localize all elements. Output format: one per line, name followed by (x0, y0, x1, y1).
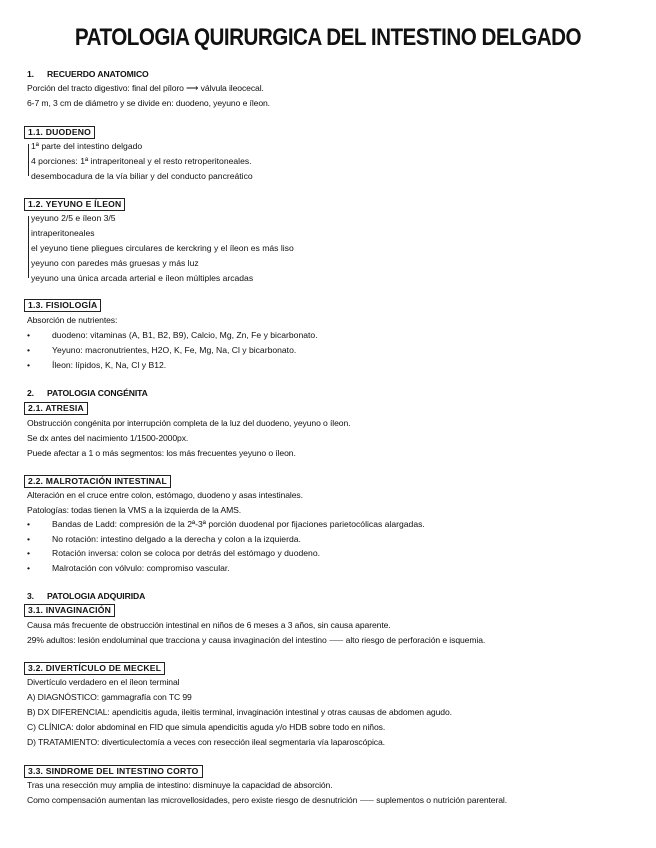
malrotacion-line: Alteración en el cruce entre colon, estómago, duodeno y asas intestinales. (27, 490, 303, 500)
page-title: PATOLOGIA QUIRURGICA DEL INTESTINO DELGADO (74, 24, 582, 51)
malrotacion-bullet: Rotación inversa: colon se coloca por detrás del estómago y duodeno. (52, 548, 321, 558)
bullet-marker: • (27, 519, 31, 529)
section-3-number: 3. (27, 591, 34, 601)
atresia-line: Obstrucción congénita por interrupción completa de la luz del duodeno, yeyuno o íleon. (27, 418, 351, 428)
atresia-line: Puede afectar a 1 o más segmentos: los más frecuentes yeyuno o íleon. (27, 448, 296, 458)
meckel-line: C) CLÍNICA: dolor abdominal en FID que simula apendicitis aguda y/o HDB sobre todo en niños. (27, 722, 386, 732)
bullet-marker: • (27, 548, 31, 558)
meckel-line: B) DX DIFERENCIAL: apendicitis aguda, ileitis terminal, invaginación intestinal y otras causas de abdomen agudo. (27, 707, 452, 717)
fisiologia-bullet: Íleon: lípidos, K, Na, Cl y B12. (52, 360, 167, 370)
duodeno-item: desembocadura de la vía biliar y del conducto pancreático (31, 171, 253, 181)
intestino-corto-line: Tras una resección muy amplia de intestino: disminuye la capacidad de absorción. (27, 780, 333, 790)
duodeno-item: 4 porciones: 1ª intraperitoneal y el resto retroperitoneales. (31, 156, 252, 166)
section-2-heading (27, 388, 148, 399)
subsection-invaginacion-label: 3.1. INVAGINACIÓN (24, 604, 115, 617)
bullet-marker: • (27, 330, 31, 340)
bullet-marker: • (27, 534, 31, 544)
section-1-line: 6-7 m, 3 cm de diámetro y se divide en: duodeno, yeyuno e íleon. (27, 98, 270, 108)
yeyuno-item: yeyuno con paredes más gruesas y más luz (31, 258, 199, 268)
fisiologia-intro: Absorción de nutrientes: (27, 315, 118, 325)
section-1-title: RECUERDO ANATOMICO (47, 69, 149, 79)
section-3-title: PATOLOGIA ADQUIRIDA (47, 591, 146, 601)
section-1-number: 1. (27, 69, 34, 79)
subsection-malrotacion-label: 2.2. MALROTACIÓN INTESTINAL (24, 475, 171, 488)
malrotacion-line: Patologías: todas tienen la VMS a la izquierda de la AMS. (27, 505, 242, 515)
malrotacion-bullet: Malrotación con vólvulo: compromiso vascular. (52, 563, 230, 573)
intestino-corto-line: Como compensación aumentan las microvellosidades, pero existe riesgo de desnutrición ⸺ suplementos o nutrición parenteral. (27, 795, 508, 805)
subsection-intestino-corto-label: 3.3. SINDROME DEL INTESTINO CORTO (24, 765, 203, 778)
bullet-marker: • (27, 563, 31, 573)
duodeno-item: 1ª parte del intestino delgado (31, 141, 143, 151)
section-1-heading (27, 69, 149, 80)
invaginacion-line: Causa más frecuente de obstrucción intestinal en niños de 6 meses a 3 años, sin causa aparente. (27, 620, 391, 630)
section-1-line: Porción del tracto digestivo: final del píloro ⟶ válvula ileocecal. (27, 83, 264, 93)
meckel-line: Divertículo verdadero en el íleon terminal (27, 677, 180, 687)
section-2-title: PATOLOGIA CONGÉNITA (47, 388, 148, 398)
fisiologia-bullet: duodeno: vitaminas (A, B1, B2, B9), Calcio, Mg, Zn, Fe y bicarbonato. (52, 330, 318, 340)
yeyuno-item: el yeyuno tiene pliegues circulares de kerckring y el íleon es más liso (31, 243, 294, 253)
subsection-meckel-label: 3.2. DIVERTÍCULO DE MECKEL (24, 662, 165, 675)
section-3-heading (27, 591, 145, 602)
yeyuno-item: yeyuno una única arcada arterial e íleon múltiples arcadas (31, 273, 254, 283)
invaginacion-line: 29% adultos: lesión endoluminal que tracciona y causa invaginación del intestino ⸺ alto riesgo de perforación e isquemia. (27, 635, 486, 645)
yeyuno-item: yeyuno 2/5 e íleon 3/5 (31, 213, 116, 223)
subsection-fisiologia-label: 1.3. FISIOLOGÍA (24, 299, 101, 312)
bullet-marker: • (27, 360, 31, 370)
malrotacion-bullet: No rotación: intestino delgado a la derecha y colon a la izquierda. (52, 534, 301, 544)
meckel-line: D) TRATAMIENTO: diverticulectomía a veces con resección ileal segmentaria vía laparoscópica. (27, 737, 385, 747)
malrotacion-bullet: Bandas de Ladd: compresión de la 2ª-3ª porción duodenal por fijaciones parietocólicas alargadas. (52, 519, 425, 529)
fisiologia-bullet: Yeyuno: macronutrientes, H2O, K, Fe, Mg, Na, Cl y bicarbonato. (52, 345, 297, 355)
meckel-line: A) DIAGNÓSTICO: gammagrafía con TC 99 (27, 692, 192, 702)
subsection-atresia-label: 2.1. ATRESIA (24, 402, 88, 415)
atresia-line: Se dx antes del nacimiento 1/1500-2000px. (27, 433, 189, 443)
subsection-yeyuno-label: 1.2. YEYUNO E ÍLEON (24, 198, 125, 211)
subsection-duodeno-label: 1.1. DUODENO (24, 126, 95, 139)
yeyuno-item: intraperitoneales (31, 228, 95, 238)
section-2-number: 2. (27, 388, 34, 398)
bullet-marker: • (27, 345, 31, 355)
